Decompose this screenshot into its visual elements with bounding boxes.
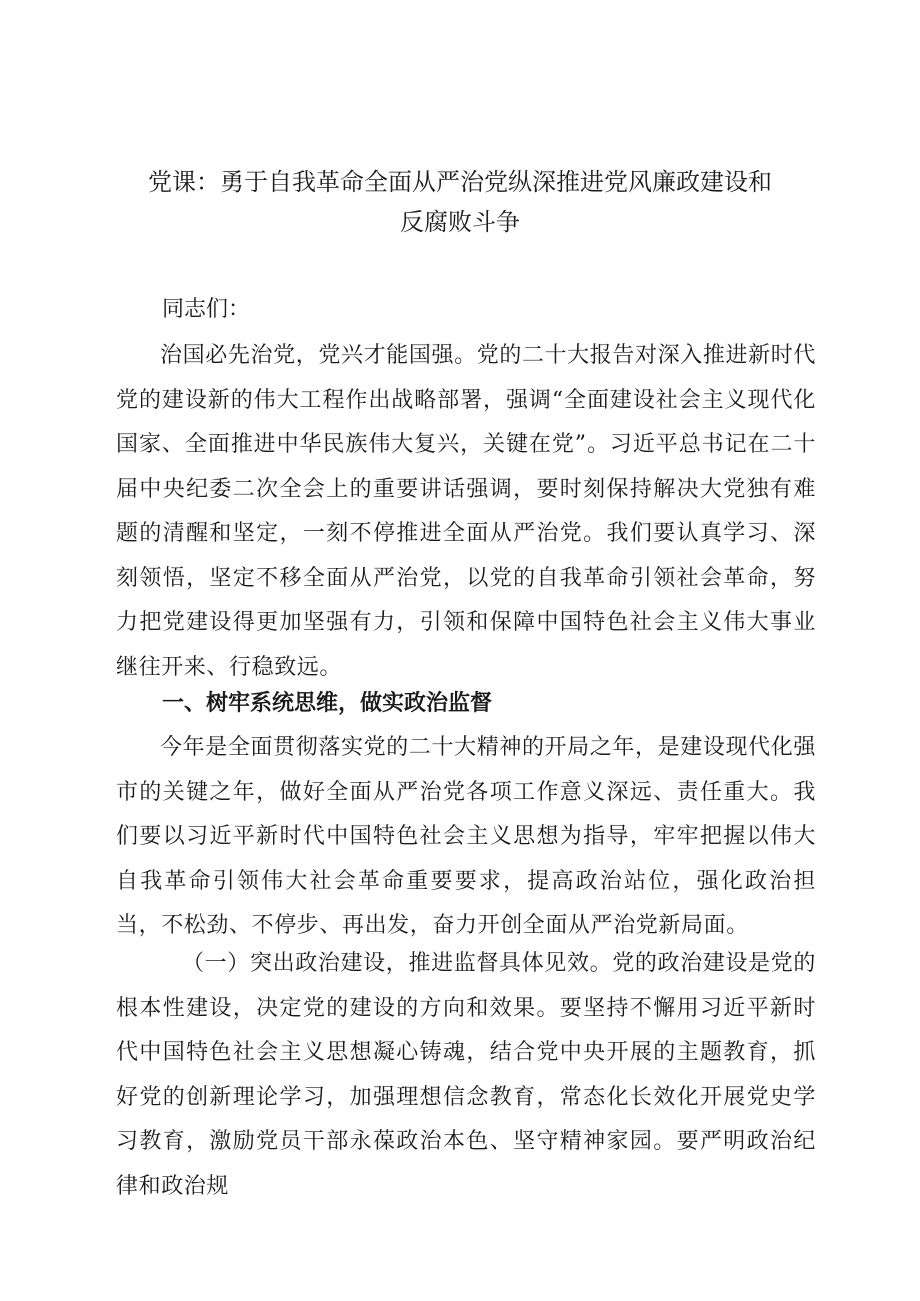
salutation: 同志们： [162,297,251,322]
paragraph-section-1: 今年是全面贯彻落实党的二十大精神的开局之年，是建设现代化强市的关键之年，做好全面从严治党各项工作意义深远、责任重大。我们要以习近平新时代中国特色社会主义思想为指导，牢牢把握以伟大自我革命引领伟大社会革命重要要求，提高政治站位，强化政治担当，不松劲、不停步、再出发，奋力开创全面从严治党新局面。 [116,735,816,938]
paragraph-intro: 治国必先治党，党兴才能国强。党的二十大报告对深入推进新时代党的建设新的伟大工程作出战略部署，强调“全面建设社会主义现代化国家、全面推进中华民族伟大复兴，关键在党”。习近平总书记在二十届中央纪委二次全会上的重要讲话强调，要时刻保持解决大党独有难题的清醒和坚定，一刻不停推进全面从严治党。我们要认真学习、深刻领悟，坚定不移全面从严治党，以党的自我革命引领社会革命，努力把党建设得更加坚强有力，引领和保障中国特色社会主义伟大事业继往开来、行稳致远。 [116,343,816,680]
document-title-line-1: 党课：勇于自我革命全面从严治党纵深推进党风廉政建设和 [148,168,772,196]
paragraph-subsection-1: （一）突出政治建设，推进监督具体见效。党的政治建设是党的根本性建设，决定党的建设的方向和效果。要坚持不懈用习近平新时代中国特色社会主义思想凝心铸魂，结合党中央开展的主题教育，抓好党的创新理论学习，加强理想信念教育，常态化长效化开展党史学习教育，激励党员干部永葆政治本色、坚守精神家园。要严明政治纪律和政治规 [116,951,816,1199]
section-heading-1: 一、树牢系统思维，做实政治监督 [162,691,493,716]
document-title-line-2: 反腐败斗争 [400,208,520,236]
